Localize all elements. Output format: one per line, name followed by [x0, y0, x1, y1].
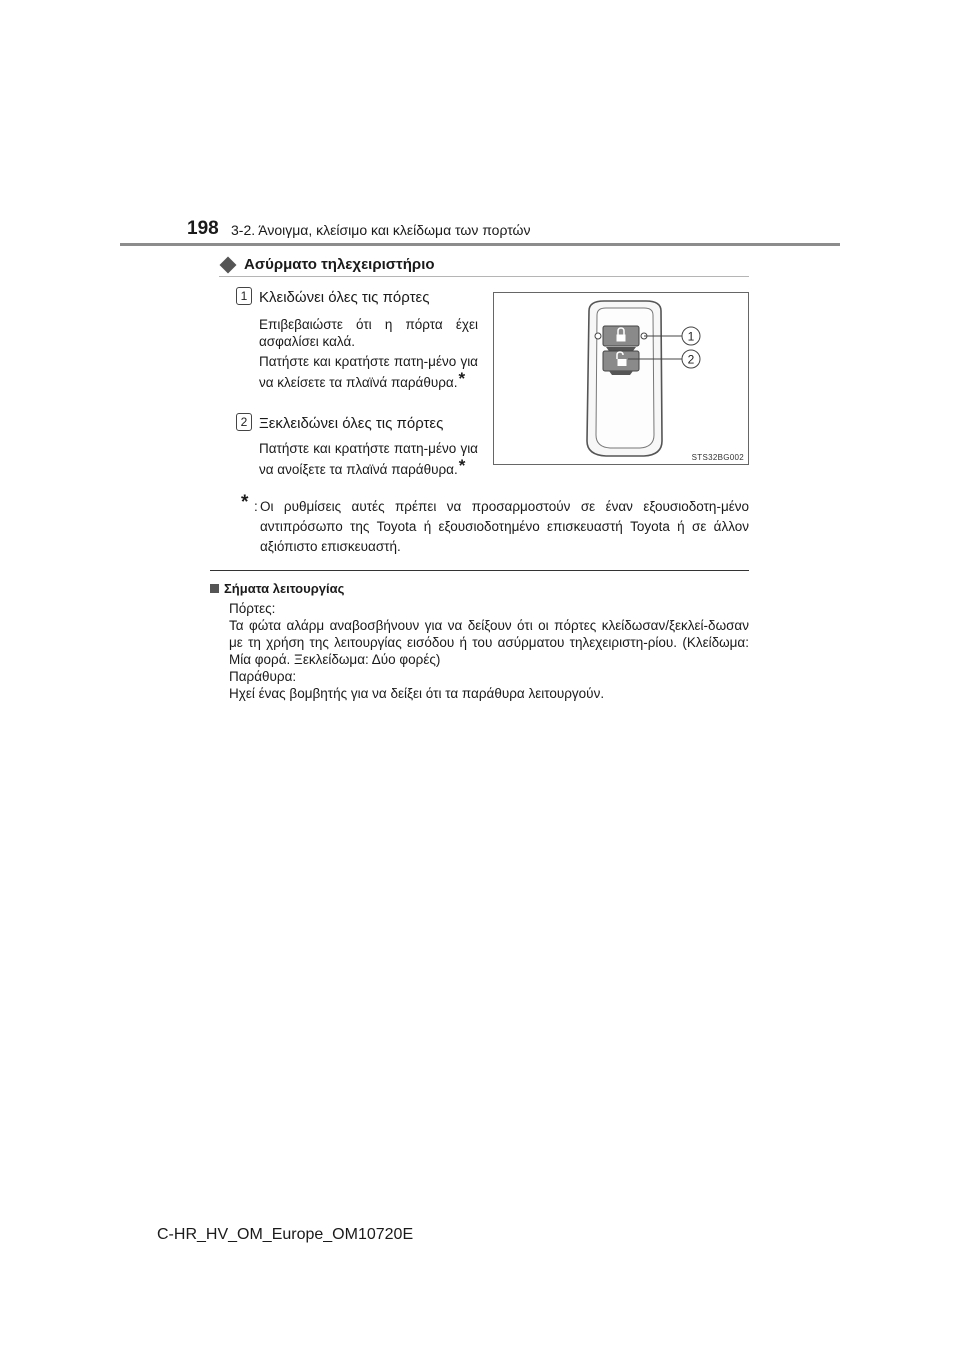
chapter-title: 3-2. Άνοιγμα, κλείσιμο και κλείδωμα των πορτών	[231, 222, 531, 238]
footnote-star: *	[458, 369, 466, 388]
document-code: C-HR_HV_OM_Europe_OM10720E	[157, 1226, 414, 1243]
section-divider	[210, 570, 749, 571]
doors-label: Πόρτες:	[229, 601, 276, 616]
lock-button-shadow	[606, 347, 636, 351]
footnote-colon: :	[254, 499, 258, 514]
remote-key-illustration	[494, 293, 750, 466]
subsection-title: Σήματα λειτουργίας	[224, 581, 345, 596]
section-heading	[219, 256, 435, 273]
footnote	[241, 492, 749, 557]
operation-signals-body	[229, 600, 749, 702]
subsection-heading	[210, 581, 344, 596]
header-rule	[120, 243, 840, 246]
item-title: Ξεκλειδώνει όλες τις πόρτες	[259, 415, 444, 432]
item-paragraph	[259, 440, 478, 478]
item-paragraph	[259, 353, 478, 391]
square-bullet-icon	[210, 584, 219, 593]
footnote-text: Οι ρυθμίσεις αυτές πρέπει να προσαρμοστούν σε έναν εξουσιοδοτη-μένο αντιπρόσωπο της Toyota ή εξουσιοδοτημένο επισκευαστή Toyota ή σε άλλον αξιόπιστο επισκευαστή.	[260, 499, 749, 554]
section-rule	[219, 276, 749, 277]
figure-code: STS32BG002	[691, 453, 744, 462]
doors-text: Τα φώτα αλάρμ αναβοσβήνουν για να δείξουν ότι οι πόρτες κλείδωσαν/ξεκλεί-δωσαν με τη χρήση της λειτουργίας εισόδου ή του ασύρματου τηλεχειριστη-ρίου. (Κλείδωμα: Μία φορά. Ξεκλείδωμα: Δύο φορές)	[229, 618, 749, 667]
footnote-star: *	[458, 456, 466, 475]
windows-label: Παράθυρα:	[229, 669, 297, 684]
item-title: Κλειδώνει όλες τις πόρτες	[259, 289, 430, 306]
item-number-badge: 1	[236, 287, 252, 305]
unlock-button-shadow	[609, 371, 633, 375]
remote-key-figure	[493, 292, 749, 465]
item-paragraph: Επιβεβαιώστε ότι η πόρτα έχει ασφαλίσει καλά.	[259, 317, 478, 349]
indicator-led-left	[595, 333, 601, 339]
section-title: Ασύρματο τηλεχειριστήριο	[244, 256, 435, 273]
item-paragraph-text: Πατήστε και κρατήστε πατη-μένο για να κλείσετε τα πλαϊνά παράθυρα.	[259, 354, 478, 390]
item-number-badge: 2	[236, 413, 252, 431]
windows-text: Ηχεί ένας βομβητής για να δείξει ότι τα παράθυρα λειτουργούν.	[229, 686, 605, 701]
diamond-bullet-icon	[220, 256, 237, 273]
page-number: 198	[187, 218, 219, 239]
item-paragraph-text: Πατήστε και κρατήστε πατη-μένο για να ανοίξετε τα πλαϊνά παράθυρα.	[259, 441, 478, 477]
footnote-mark: *	[241, 492, 249, 513]
callout-number-1: 1	[687, 329, 695, 344]
callout-number-2: 2	[687, 352, 695, 367]
